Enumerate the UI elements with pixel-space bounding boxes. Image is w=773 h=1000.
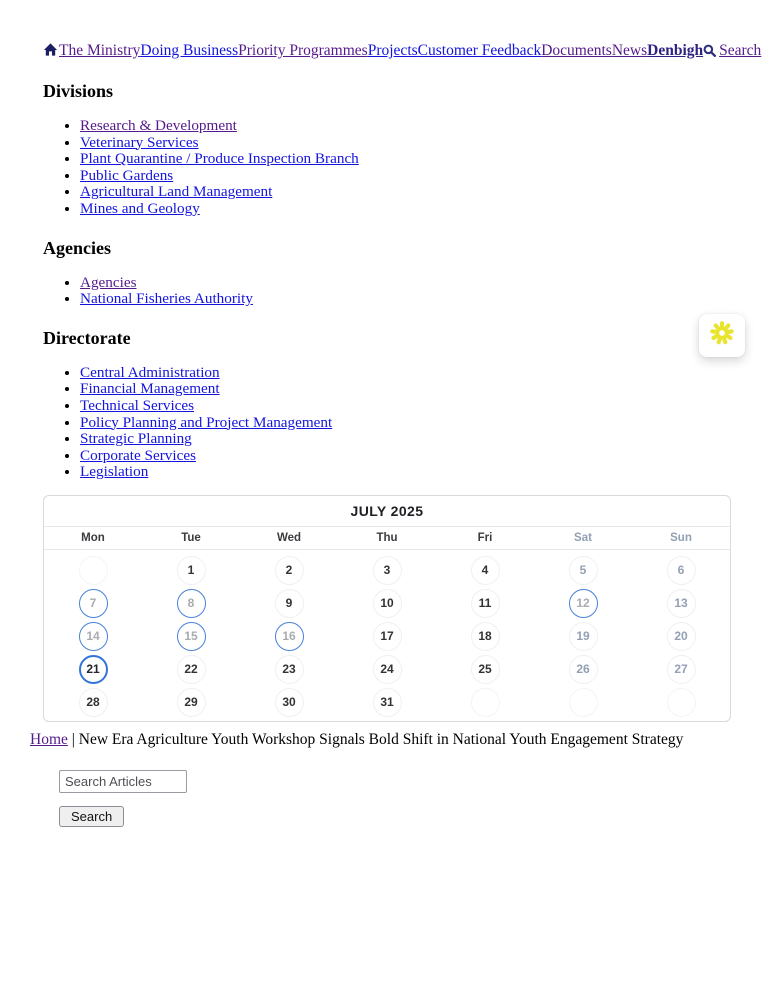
calendar-day-6[interactable]: 6 <box>667 556 696 585</box>
calendar-day-30[interactable]: 30 <box>275 688 304 717</box>
section-heading-directorate: Directorate <box>43 327 131 348</box>
calendar-day-5[interactable]: 5 <box>569 556 598 585</box>
calendar-day-20[interactable]: 20 <box>667 622 696 651</box>
calendar-cell <box>240 587 338 620</box>
calendar-day-2[interactable]: 2 <box>275 556 304 585</box>
calendar-cell <box>338 620 436 653</box>
calendar-week-row <box>44 620 730 653</box>
calendar-day-17[interactable]: 17 <box>373 622 402 651</box>
calendar-cell <box>142 554 240 587</box>
calendar-cell <box>240 653 338 686</box>
calendar-month-title: JULY 2025 <box>44 496 730 527</box>
directorate-link-policy-planning-and-project-management[interactable]: Policy Planning and Project Management <box>80 413 333 431</box>
calendar-day-12[interactable]: 12 <box>569 589 598 618</box>
calendar-day-31[interactable]: 31 <box>373 688 402 717</box>
calendar-day-27[interactable]: 27 <box>667 655 696 684</box>
calendar-day-28[interactable]: 28 <box>79 688 108 717</box>
divisions-link-plant-quarantine-produce-inspection-branch[interactable]: Plant Quarantine / Produce Inspection Branch <box>80 150 359 168</box>
divisions-link-veterinary-services[interactable]: Veterinary Services <box>80 133 199 151</box>
calendar-day-21[interactable]: 21 <box>79 655 108 684</box>
calendar-cell <box>436 620 534 653</box>
calendar-day-26[interactable]: 26 <box>569 655 598 684</box>
calendar-day-4[interactable]: 4 <box>471 556 500 585</box>
list-item <box>80 365 773 382</box>
calendar-cell <box>534 554 632 587</box>
calendar-day-8[interactable]: 8 <box>177 589 206 618</box>
calendar-day-7[interactable]: 7 <box>79 589 108 618</box>
divisions-link-agricultural-land-management[interactable]: Agricultural Land Management <box>80 183 273 201</box>
agencies-link-national-fisheries-authority[interactable]: National Fisheries Authority <box>80 290 253 308</box>
calendar-week-row <box>44 554 730 587</box>
list-item <box>80 291 773 308</box>
list-item <box>80 168 773 185</box>
calendar-empty-day <box>667 688 696 717</box>
calendar-cell <box>338 686 436 719</box>
calendar-cell <box>44 686 142 719</box>
calendar-day-19[interactable]: 19 <box>569 622 598 651</box>
calendar-week-row <box>44 686 730 719</box>
calendar-day-11[interactable]: 11 <box>471 589 500 618</box>
calendar-day-9[interactable]: 9 <box>275 589 304 618</box>
directorate-link-legislation[interactable]: Legislation <box>80 463 149 481</box>
calendar-cell <box>534 620 632 653</box>
calendar-cell <box>436 686 534 719</box>
list-item <box>80 464 773 481</box>
calendar-day-3[interactable]: 3 <box>373 556 402 585</box>
calendar-empty-day <box>79 556 108 585</box>
divisions-link-research-development[interactable]: Research & Development <box>80 117 237 134</box>
section-heading-divisions: Divisions <box>43 81 114 101</box>
calendar-day-25[interactable]: 25 <box>471 655 500 684</box>
directorate-link-strategic-planning[interactable]: Strategic Planning <box>80 430 192 448</box>
search-icon <box>703 44 716 61</box>
breadcrumb <box>30 730 773 749</box>
weekday-thu: Thu <box>376 531 398 544</box>
list-item <box>80 448 773 465</box>
nav-link-customer-feedback[interactable]: Customer Feedback <box>417 42 542 59</box>
directorate-link-corporate-services[interactable]: Corporate Services <box>80 446 196 464</box>
calendar-day-13[interactable]: 13 <box>667 589 696 618</box>
calendar-cell <box>632 686 730 719</box>
weekday-mon: Mon <box>81 531 105 544</box>
weekday-tue: Tue <box>181 531 201 544</box>
calendar-day-16[interactable]: 16 <box>275 622 304 651</box>
calendar-week-row <box>44 587 730 620</box>
divisions-link-public-gardens[interactable]: Public Gardens <box>80 166 174 184</box>
calendar-cell <box>142 620 240 653</box>
calendar-day-23[interactable]: 23 <box>275 655 304 684</box>
calendar-cell <box>632 620 730 653</box>
agencies-link-agencies[interactable]: Agencies <box>80 273 137 291</box>
breadcrumb-home-link[interactable]: Home <box>30 730 68 748</box>
nav-search-link[interactable] <box>703 42 761 59</box>
calendar-cell <box>44 587 142 620</box>
calendar-cell <box>436 587 534 620</box>
home-icon[interactable] <box>43 42 58 61</box>
weekday-fri: Fri <box>477 531 493 544</box>
list-item <box>80 415 773 432</box>
calendar-day-22[interactable]: 22 <box>177 655 206 684</box>
calendar-cell <box>534 686 632 719</box>
top-nav <box>43 0 773 61</box>
list-item <box>80 118 773 135</box>
nav-link-the-ministry[interactable]: The Ministry <box>59 42 141 59</box>
calendar-day-14[interactable]: 14 <box>79 622 108 651</box>
calendar-day-18[interactable]: 18 <box>471 622 500 651</box>
calendar-day-10[interactable]: 10 <box>373 589 402 618</box>
calendar-cell <box>338 554 436 587</box>
calendar-cell <box>240 620 338 653</box>
nav-search-label: Search <box>719 42 762 59</box>
article-search-button[interactable]: Search <box>59 806 124 827</box>
calendar-day-29[interactable]: 29 <box>177 688 206 717</box>
breadcrumb-separator: | <box>71 730 75 748</box>
article-title: New Era Agriculture Youth Workshop Signals Bold Shift in National Youth Engagement Strategy <box>78 730 684 748</box>
calendar-empty-day <box>471 688 500 717</box>
nav-link-doing-business[interactable]: Doing Business <box>140 42 239 59</box>
calendar-week-row <box>44 653 730 686</box>
calendar-cell <box>534 587 632 620</box>
calendar-cell <box>142 686 240 719</box>
calendar-cell <box>534 653 632 686</box>
calendar-empty-day <box>569 688 598 717</box>
calendar-cell <box>44 554 142 587</box>
directorate-link-central-administration[interactable]: Central Administration <box>80 363 220 381</box>
calendar-weekday-header <box>44 527 730 550</box>
nav-link-documents[interactable]: Documents <box>541 42 612 59</box>
nav-link-projects[interactable]: Projects <box>367 42 418 59</box>
calendar-cell <box>436 653 534 686</box>
divisions-list <box>43 118 773 218</box>
agencies-list <box>43 275 773 308</box>
calendar-cell <box>142 653 240 686</box>
calendar-cell <box>240 554 338 587</box>
calendar-cell <box>338 587 436 620</box>
section-heading-agencies: Agencies <box>43 237 111 258</box>
list-item <box>80 201 773 218</box>
calendar-cell <box>632 554 730 587</box>
calendar-day-24[interactable]: 24 <box>373 655 402 684</box>
calendar-grid <box>44 550 730 721</box>
list-item <box>80 381 773 398</box>
list-item <box>80 275 773 292</box>
calendar-cell <box>338 653 436 686</box>
calendar-cell <box>436 554 534 587</box>
directorate-link-technical-services[interactable]: Technical Services <box>80 396 195 414</box>
directorate-link-financial-management[interactable]: Financial Management <box>80 380 220 398</box>
weekday-sun: Sun <box>670 531 692 544</box>
asterisk-icon <box>707 318 737 353</box>
weekday-wed: Wed <box>276 531 302 544</box>
divisions-link-mines-and-geology[interactable]: Mines and Geology <box>80 199 200 217</box>
list-item <box>80 431 773 448</box>
calendar-cell <box>44 653 142 686</box>
calendar-cell <box>44 620 142 653</box>
directorate-list <box>43 365 773 481</box>
list-item <box>80 135 773 152</box>
link-sections <box>43 81 773 481</box>
nav-link-denbigh[interactable]: Denbigh <box>647 42 704 59</box>
weekday-sat: Sat <box>574 531 592 544</box>
calendar-cell <box>632 653 730 686</box>
calendar-cell <box>240 686 338 719</box>
calendar-day-15[interactable]: 15 <box>177 622 206 651</box>
list-item <box>80 184 773 201</box>
list-item <box>80 398 773 415</box>
calendar-cell <box>632 587 730 620</box>
nav-link-priority-programmes[interactable]: Priority Programmes <box>238 42 368 59</box>
nav-link-news[interactable]: News <box>611 42 648 59</box>
article-search <box>59 749 773 827</box>
calendar-day-1[interactable]: 1 <box>177 556 206 585</box>
article-search-input[interactable] <box>59 770 187 793</box>
accessibility-widget-button[interactable] <box>699 314 745 357</box>
list-item <box>80 151 773 168</box>
events-calendar <box>43 495 731 722</box>
calendar-cell <box>142 587 240 620</box>
